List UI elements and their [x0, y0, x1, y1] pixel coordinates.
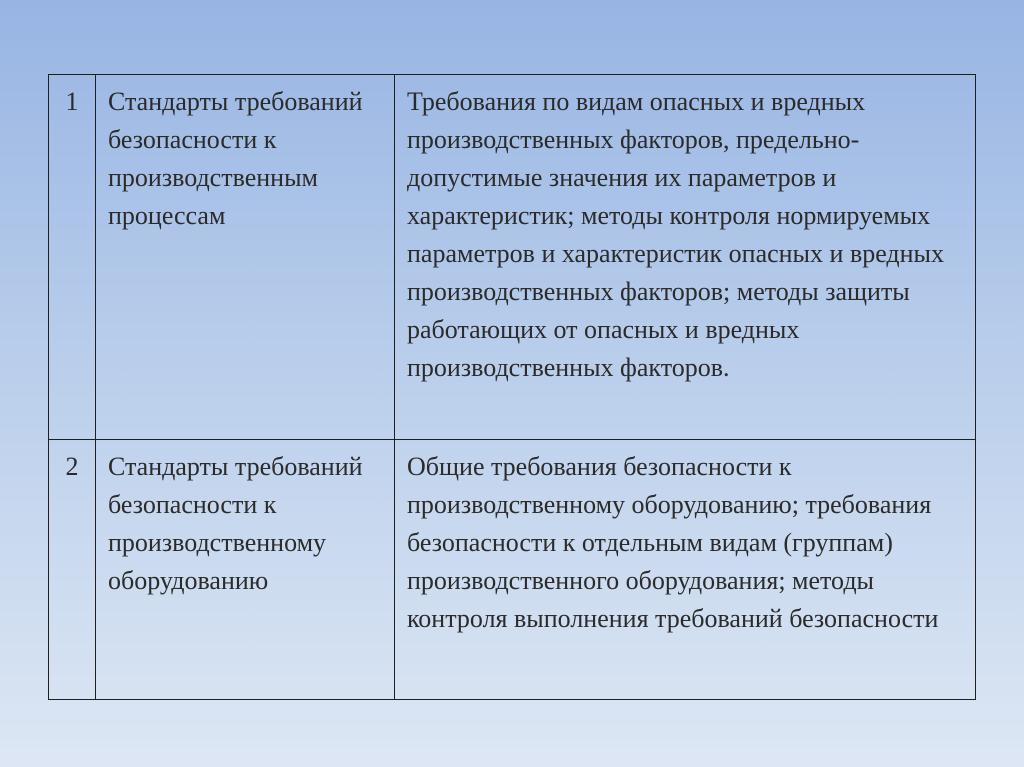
standard-name	[96, 75, 395, 440]
standard-description-text: Требования по видам опасных и вредных производственных факторов, предельно-допустимые значения их параметров и характеристик; методы контроля нормируемых параметров и характеристик опасных и вредных производственных факторов; методы защиты работающих от опасных и вредных производственных факторов.	[407, 87, 945, 382]
table-row	[49, 440, 976, 700]
standard-description	[395, 75, 976, 440]
standard-description-text: Общие требования безопасности к производственному оборудованию; требования безопасности к отдельным видам (группам) производственного оборудования; методы контроля выполнения требований безопасности	[407, 452, 939, 633]
standard-name-text: Стандарты требований безопасности к производственному оборудованию	[108, 452, 363, 595]
row-number: 1	[49, 75, 96, 440]
row-number: 2	[49, 440, 96, 700]
standards-table	[48, 74, 976, 700]
table-row	[49, 75, 976, 440]
standard-name	[96, 440, 395, 700]
standard-description	[395, 440, 976, 700]
standard-name-text: Стандарты требований безопасности к производственным процессам	[108, 87, 363, 230]
